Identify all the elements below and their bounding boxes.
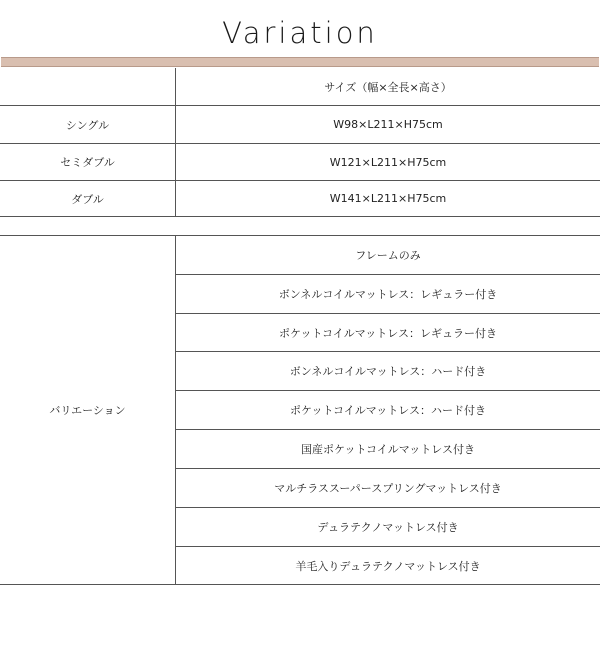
variation-item: ポケットコイルマットレス：レギュラー付き	[279, 326, 497, 340]
size-header: サイズ（幅×全長×高さ）	[324, 80, 452, 94]
size-row-value: W98×L211×H75cm	[333, 118, 443, 131]
decorative-band	[1, 57, 599, 75]
size-row-label: シングル	[65, 118, 110, 132]
variation-label: バリエーション	[49, 404, 126, 417]
variation-table-bottom-line	[0, 584, 600, 585]
size-row-value: W121×L211×H75cm	[329, 155, 447, 169]
variation-item: マルチラススーパースプリングマットレス付き	[274, 482, 502, 495]
variation-item: デュラテクノマットレス付き	[317, 521, 459, 534]
size-row-value: W141×L211×H75cm	[329, 192, 447, 205]
variation-item: 国産ポケットコイルマットレス付き	[301, 443, 475, 456]
variation-item: ボンネルコイルマットレス：ハード付き	[289, 365, 487, 378]
size-row-label: ダブル	[71, 192, 104, 206]
size-row-label: セミダブル	[60, 156, 115, 169]
variation-item: フレームのみ	[355, 249, 421, 262]
variation-item: ボンネルコイルマットレス：レギュラー付き	[278, 288, 498, 301]
variation-item: ポケットコイルマットレス：ハード付き	[290, 404, 486, 417]
variation-item: 羊毛入りデュラテクノマットレス付き	[295, 559, 481, 573]
page-title: Variation	[222, 16, 378, 50]
size-table-line	[0, 216, 600, 217]
band-caption: modern design of comfort beds	[238, 68, 362, 75]
